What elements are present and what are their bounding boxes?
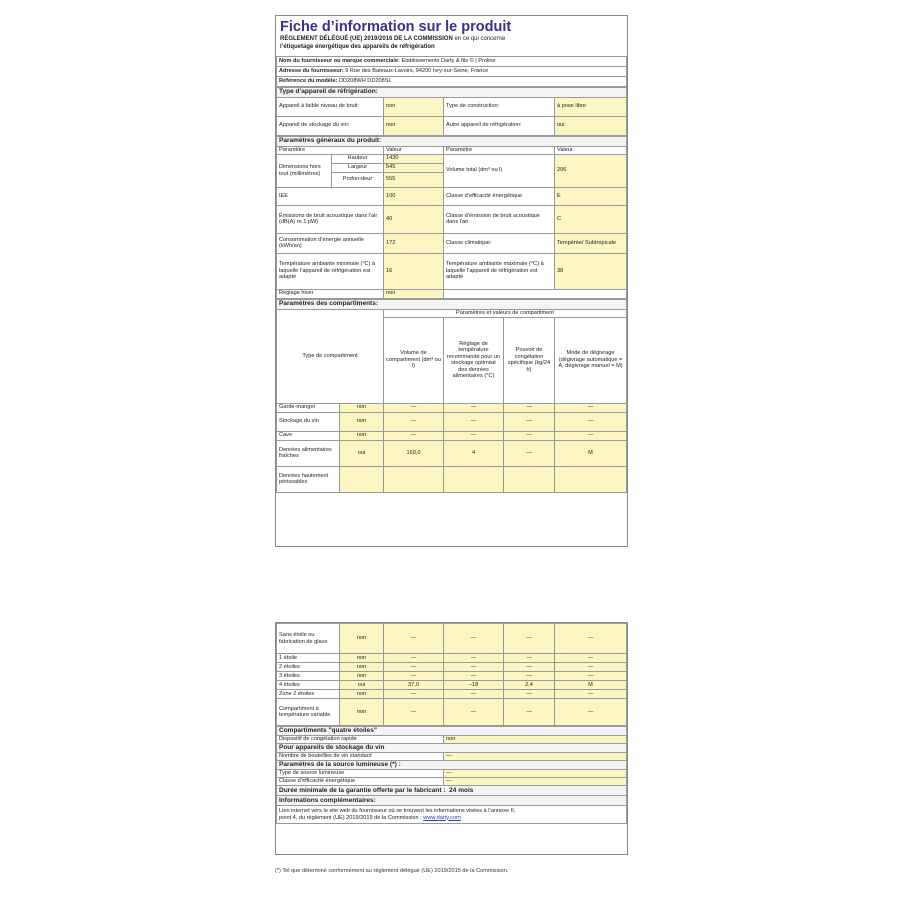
four-star-heading: Compartiments "quatre étoiles" [277,727,627,736]
compartment-row [277,440,627,466]
climate-value: Tempérée/ Subtropicale [555,233,627,253]
supplier-name-row [277,56,627,66]
model-label: Référence du modèle: [279,77,338,84]
compartment-setting: — [444,672,504,681]
wine-appliance-label: Appareil de stockage du vin: [277,116,384,135]
light-class-value: — [444,778,627,786]
product-sheet-page-1 [275,15,628,547]
compartment-setting: — [444,431,504,440]
other-appliance-value: oui [555,116,627,135]
compartment-freezing: — [504,431,555,440]
iee-value: 100 [384,187,444,205]
compartment-setting: — [444,412,504,431]
max-temp-value: 38 [555,253,627,289]
compartment-defrost: — [555,412,627,431]
climate-label: Classe climatique: [444,233,555,253]
compartment-setting: — [444,699,504,726]
supplier-address-value: 9 Rue des Bateaux-Lavoirs, 94200 Ivry-sur-Seine, France [345,67,489,74]
low-noise-value: non [384,97,444,116]
compartment-freezing: — [504,672,555,681]
freezing-header: Pouvoir de congélation spécifique (kg/24 h) [504,317,555,403]
compartment-volume: 37,0 [384,681,444,690]
general-col-value: Valeur [384,146,444,154]
depth-value: 555 [384,172,444,187]
compartment-present: non [340,412,384,431]
four-star-table [276,726,627,824]
compartment-volume: — [384,431,444,440]
winter-value: non [384,289,444,298]
winter-blank [444,289,627,298]
construction-value: à pose libre [555,97,627,116]
compartment-present: non [340,403,384,412]
fast-freeze-value: non [444,736,627,744]
compartment-name: 2 étoiles [277,663,340,672]
additional-heading: Informations complémentaires: [277,796,627,806]
general-col-param: Paramètre [277,146,384,154]
dimensions-label: Dimensions hors tout (millimètres) [277,154,332,187]
noise-class-value: C [555,205,627,233]
height-label: Hauteur [332,154,384,163]
compartment-row [277,431,627,440]
compartment-name: Sans étoile ou fabrication de glace [277,624,340,654]
compartment-freezing: — [504,412,555,431]
height-value: 1430 [384,154,444,163]
warranty-label: Durée minimale de la garantie offerte par le fabricant : [279,786,446,794]
noise-value: 40 [384,205,444,233]
compartment-setting: — [444,624,504,654]
compartment-volume: — [384,624,444,654]
compartment-row [277,403,627,412]
general-col-param-2: Paramètre [444,146,555,154]
compartment-defrost: — [555,403,627,412]
compartment-name: Stockage du vin [277,412,340,431]
compartment-setting: 4 [444,440,504,466]
compartment-row [277,681,627,690]
compartment-volume: — [384,663,444,672]
compartment-name: Zone 2 étoiles [277,690,340,699]
compartment-defrost: — [555,699,627,726]
compartments-heading: Paramètres des compartiments: [277,299,627,309]
warranty-row [277,786,627,796]
compartment-freezing: — [504,440,555,466]
compartment-name: Compartiment à température variable [277,699,340,726]
wine-heading: Pour appareils de stockage du vin [277,744,627,753]
light-type-label: Type de source lumineuse [277,770,444,778]
compartment-freezing: 2,4 [504,681,555,690]
winter-label: Réglage hiver [277,289,384,298]
compartment-row [277,412,627,431]
model-row [277,76,627,86]
supplier-table [276,56,627,87]
compartment-freezing: — [504,403,555,412]
noise-class-label: Classe d’émission de bruit acoustique dans l’air [444,205,555,233]
compartment-row [277,663,627,672]
consumption-label: Consommation d’énergie annuelle (kWh/an) [277,233,384,253]
compartment-present: non [340,654,384,663]
compartment-freezing: — [504,624,555,654]
light-type-value: — [444,770,627,778]
compartment-defrost: — [555,690,627,699]
regulation-bold: RÈGLEMENT DÉLÉGUÉ (UE) 2019/2016 DE LA COMMISSION [280,36,453,42]
compartment-freezing: — [504,699,555,726]
compartment-row [277,654,627,663]
compartment-defrost: M [555,681,627,690]
regulation-reference [276,36,627,56]
compartment-defrost: — [555,672,627,681]
compartment-freezing: — [504,690,555,699]
volume-header: Volume de compartiment (dm³ ou l) [384,317,444,403]
wine-appliance-value: non [384,116,444,135]
compartment-name: 1 étoile [277,654,340,663]
iee-label: IEE [277,187,384,205]
compartment-present: non [340,663,384,672]
general-parameters-table [276,136,627,299]
compartment-present: non [340,624,384,654]
compartment-setting [444,466,504,492]
compartment-freezing: — [504,654,555,663]
compartment-name: 3 étoiles [277,672,340,681]
compartment-volume: 169,0 [384,440,444,466]
supplier-website-link[interactable]: www.darty.com [423,814,461,821]
compartment-row [277,624,627,654]
compartment-row [277,690,627,699]
energy-class-label: Classe d’efficacité énergétique [444,187,555,205]
compartment-volume: — [384,690,444,699]
noise-label: Émissions de bruit acoustique dans l’air (dB(A) re 1 pW) [277,205,384,233]
min-temp-value: 16 [384,253,444,289]
compartment-row [277,466,627,492]
other-appliance-label: Autre appareil de réfrigération: [444,116,555,135]
compartment-setting: — [444,654,504,663]
compartment-defrost [555,466,627,492]
max-temp-label: Température ambiante maximale (°C) à laquelle l’appareil de réfrigération est adapté [444,253,555,289]
compartment-rows-page-2 [277,624,627,726]
compartment-row [277,699,627,726]
compartment-freezing: — [504,663,555,672]
regulation-line2: l’étiquetage énergétique des appareils de réfrigération [280,43,435,50]
compartment-volume: — [384,403,444,412]
compartment-setting: — [444,663,504,672]
wine-bottles-value: — [444,753,627,761]
total-volume-label: Volume total (dm³ ou l) [444,154,555,187]
regulation-rest: en ce qui concerne [452,36,506,42]
compartment-type-header: Type de compartiment [277,309,384,403]
compartments-table [276,299,627,493]
compartment-defrost: M [555,440,627,466]
light-heading: Paramètres de la source lumineuse (*) : [277,761,627,770]
compartment-present: non [340,690,384,699]
consumption-value: 172 [384,233,444,253]
compartment-setting: −18 [444,681,504,690]
product-sheet-page-2 [275,622,628,855]
energy-class-value: E [555,187,627,205]
supplier-address-row [277,66,627,76]
setting-header: Réglage de température recommandé pour un stockage optimisé des denrées alimentaires (°C) [444,317,504,403]
compartment-present: non [340,672,384,681]
compartment-group-header: Paramètres et valeurs de compartiment [384,309,627,317]
compartment-name: Denrées hautement périssables [277,466,340,492]
compartment-present [340,466,384,492]
compartment-volume: — [384,412,444,431]
compartment-present: oui [340,440,384,466]
additional-text-line1: Lien internet vers le site web du fournisseur où se trouvent les informations visées à l’annexe II, [279,808,516,815]
compartment-present: non [340,699,384,726]
supplier-name-label: Nom du fournisseur ou marque commerciale: [279,57,400,64]
light-class-label: Classe d’efficacité énergétique [277,778,444,786]
compartments-table-continued [276,623,627,726]
width-value: 545 [384,163,444,172]
additional-text [277,806,627,824]
compartment-setting: — [444,403,504,412]
compartment-volume: — [384,699,444,726]
additional-text-line2: point 4, du règlement (UE) 2019/2019 de la Commission : [279,814,424,821]
appliance-type-heading: Type d’appareil de réfrigération: [277,87,627,97]
footnote: (*) Tel que déterminé conformément au règlement délégué (UE) 2019/2015 de la Commission. [275,868,509,874]
compartment-setting: — [444,690,504,699]
general-heading: Paramètres généraux du produit: [277,136,627,146]
wine-bottles-label: Nombre de bouteilles de vin standard [277,753,444,761]
compartment-name: Denrées alimentaires fraîches [277,440,340,466]
compartment-volume [384,466,444,492]
model-value: DD208WH DD208SL [339,77,392,84]
defrost-header: Mode de dégivrage (dégivrage automatique = A, dégivrage manuel = M) [555,317,627,403]
compartment-name: 4 étoiles [277,681,340,690]
width-label: Largeur [332,163,384,172]
compartment-present: oui [340,681,384,690]
compartment-volume: — [384,654,444,663]
compartment-defrost: — [555,663,627,672]
supplier-name-value: Etablissements Darty & fils © | Proline [401,57,496,64]
compartment-rows-page-1 [277,403,627,492]
compartment-row [277,672,627,681]
low-noise-label: Appareil à faible niveau de bruit: [277,97,384,116]
compartment-defrost: — [555,624,627,654]
compartment-volume: — [384,672,444,681]
sheet-title: Fiche d’information sur le produit [280,19,512,35]
compartment-defrost: — [555,654,627,663]
compartment-name: Garde-manger [277,403,340,412]
supplier-address-label: Adresse du fournisseur: [279,67,344,74]
min-temp-label: Température ambiante minimale (°C) à laquelle l’appareil de réfrigération est adapté [277,253,384,289]
compartment-name: Cave [277,431,340,440]
construction-label: Type de construction: [444,97,555,116]
compartment-freezing [504,466,555,492]
total-volume-value: 206 [555,154,627,187]
appliance-type-table [276,87,627,136]
compartment-defrost: — [555,431,627,440]
compartment-present: non [340,431,384,440]
general-col-value-2: Valeur [555,146,627,154]
warranty-value: 24 mois [449,786,474,794]
fast-freeze-label: Dispositif de congélation rapide [277,736,444,744]
depth-label: Profon-deur [332,172,384,187]
